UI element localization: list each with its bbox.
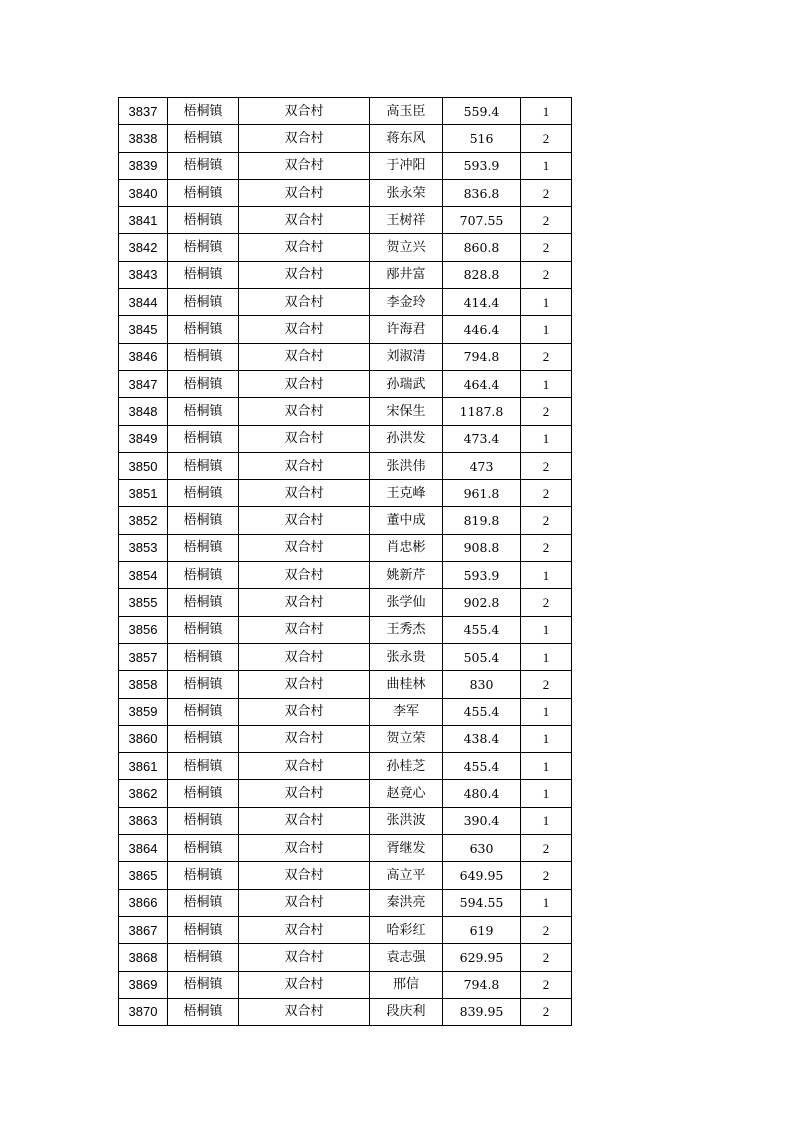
table-row	[119, 998, 572, 1025]
cell-serial-number: 3868	[119, 944, 168, 971]
cell-count: 1	[521, 643, 572, 670]
cell-serial-number: 3848	[119, 398, 168, 425]
cell-village: 双合村	[239, 125, 370, 152]
cell-name: 邴井富	[370, 261, 443, 288]
cell-serial-number: 3845	[119, 316, 168, 343]
table-body	[119, 98, 572, 1026]
table-row	[119, 944, 572, 971]
cell-town: 梧桐镇	[168, 98, 239, 125]
cell-serial-number: 3851	[119, 480, 168, 507]
cell-name: 王克峰	[370, 480, 443, 507]
table-row	[119, 179, 572, 206]
cell-town: 梧桐镇	[168, 370, 239, 397]
cell-village: 双合村	[239, 753, 370, 780]
table-row	[119, 807, 572, 834]
cell-serial-number: 3841	[119, 207, 168, 234]
cell-serial-number: 3865	[119, 862, 168, 889]
cell-name: 贺立荣	[370, 725, 443, 752]
cell-village: 双合村	[239, 398, 370, 425]
cell-area: 390.4	[443, 807, 521, 834]
cell-area: 593.9	[443, 152, 521, 179]
cell-count: 1	[521, 725, 572, 752]
table-row	[119, 507, 572, 534]
cell-name: 肖忠彬	[370, 534, 443, 561]
cell-village: 双合村	[239, 316, 370, 343]
cell-serial-number: 3847	[119, 370, 168, 397]
cell-village: 双合村	[239, 807, 370, 834]
cell-name: 孙洪发	[370, 425, 443, 452]
cell-count: 2	[521, 343, 572, 370]
cell-count: 1	[521, 425, 572, 452]
cell-area: 1187.8	[443, 398, 521, 425]
cell-serial-number: 3870	[119, 998, 168, 1025]
cell-count: 2	[521, 207, 572, 234]
cell-town: 梧桐镇	[168, 480, 239, 507]
cell-area: 830	[443, 671, 521, 698]
cell-village: 双合村	[239, 534, 370, 561]
cell-count: 1	[521, 807, 572, 834]
cell-name: 李军	[370, 698, 443, 725]
cell-town: 梧桐镇	[168, 261, 239, 288]
cell-area: 629.95	[443, 944, 521, 971]
cell-village: 双合村	[239, 671, 370, 698]
cell-name: 高玉臣	[370, 98, 443, 125]
cell-count: 2	[521, 261, 572, 288]
cell-serial-number: 3857	[119, 643, 168, 670]
cell-count: 2	[521, 916, 572, 943]
cell-village: 双合村	[239, 207, 370, 234]
cell-village: 双合村	[239, 234, 370, 261]
cell-name: 李金玲	[370, 289, 443, 316]
table-row	[119, 671, 572, 698]
cell-area: 559.4	[443, 98, 521, 125]
cell-name: 张洪波	[370, 807, 443, 834]
cell-area: 630	[443, 835, 521, 862]
cell-serial-number: 3864	[119, 835, 168, 862]
cell-name: 哈彩红	[370, 916, 443, 943]
cell-serial-number: 3862	[119, 780, 168, 807]
cell-area: 594.55	[443, 889, 521, 916]
cell-area: 794.8	[443, 343, 521, 370]
cell-count: 2	[521, 534, 572, 561]
cell-name: 孙瑞武	[370, 370, 443, 397]
cell-town: 梧桐镇	[168, 589, 239, 616]
cell-area: 438.4	[443, 725, 521, 752]
table-row	[119, 616, 572, 643]
cell-town: 梧桐镇	[168, 671, 239, 698]
cell-count: 2	[521, 234, 572, 261]
cell-area: 446.4	[443, 316, 521, 343]
cell-town: 梧桐镇	[168, 616, 239, 643]
cell-village: 双合村	[239, 507, 370, 534]
cell-village: 双合村	[239, 971, 370, 998]
cell-area: 516	[443, 125, 521, 152]
cell-village: 双合村	[239, 452, 370, 479]
cell-count: 2	[521, 835, 572, 862]
cell-name: 胥继发	[370, 835, 443, 862]
cell-count: 1	[521, 316, 572, 343]
cell-count: 2	[521, 480, 572, 507]
cell-town: 梧桐镇	[168, 944, 239, 971]
cell-area: 839.95	[443, 998, 521, 1025]
cell-name: 高立平	[370, 862, 443, 889]
cell-village: 双合村	[239, 480, 370, 507]
table-row	[119, 343, 572, 370]
table-row	[119, 562, 572, 589]
cell-name: 邢信	[370, 971, 443, 998]
cell-serial-number: 3860	[119, 725, 168, 752]
table-row	[119, 398, 572, 425]
table-row	[119, 207, 572, 234]
cell-village: 双合村	[239, 944, 370, 971]
cell-count: 1	[521, 370, 572, 397]
cell-village: 双合村	[239, 643, 370, 670]
cell-town: 梧桐镇	[168, 643, 239, 670]
cell-village: 双合村	[239, 289, 370, 316]
cell-count: 2	[521, 589, 572, 616]
cell-village: 双合村	[239, 725, 370, 752]
cell-area: 961.8	[443, 480, 521, 507]
cell-town: 梧桐镇	[168, 152, 239, 179]
cell-serial-number: 3843	[119, 261, 168, 288]
table-row	[119, 370, 572, 397]
cell-serial-number: 3866	[119, 889, 168, 916]
cell-town: 梧桐镇	[168, 179, 239, 206]
cell-name: 董中成	[370, 507, 443, 534]
cell-town: 梧桐镇	[168, 725, 239, 752]
cell-town: 梧桐镇	[168, 780, 239, 807]
cell-village: 双合村	[239, 152, 370, 179]
table-row	[119, 753, 572, 780]
cell-area: 819.8	[443, 507, 521, 534]
cell-area: 828.8	[443, 261, 521, 288]
cell-count: 2	[521, 944, 572, 971]
cell-count: 1	[521, 562, 572, 589]
cell-name: 王秀杰	[370, 616, 443, 643]
cell-town: 梧桐镇	[168, 234, 239, 261]
cell-area: 473	[443, 452, 521, 479]
table-row	[119, 589, 572, 616]
table-row	[119, 125, 572, 152]
cell-serial-number: 3838	[119, 125, 168, 152]
cell-area: 593.9	[443, 562, 521, 589]
cell-count: 1	[521, 753, 572, 780]
cell-serial-number: 3844	[119, 289, 168, 316]
cell-town: 梧桐镇	[168, 343, 239, 370]
cell-count: 1	[521, 152, 572, 179]
cell-village: 双合村	[239, 98, 370, 125]
cell-count: 2	[521, 125, 572, 152]
table-row	[119, 725, 572, 752]
cell-town: 梧桐镇	[168, 316, 239, 343]
cell-village: 双合村	[239, 179, 370, 206]
cell-area: 480.4	[443, 780, 521, 807]
cell-serial-number: 3850	[119, 452, 168, 479]
cell-area: 414.4	[443, 289, 521, 316]
cell-name: 张永贵	[370, 643, 443, 670]
cell-count: 2	[521, 398, 572, 425]
cell-area: 455.4	[443, 698, 521, 725]
cell-town: 梧桐镇	[168, 534, 239, 561]
table-row	[119, 698, 572, 725]
cell-serial-number: 3859	[119, 698, 168, 725]
cell-serial-number: 3852	[119, 507, 168, 534]
cell-count: 1	[521, 780, 572, 807]
cell-village: 双合村	[239, 616, 370, 643]
cell-count: 2	[521, 671, 572, 698]
table-row	[119, 234, 572, 261]
cell-name: 许海君	[370, 316, 443, 343]
table-row	[119, 316, 572, 343]
cell-count: 1	[521, 616, 572, 643]
cell-name: 王树祥	[370, 207, 443, 234]
table-row	[119, 971, 572, 998]
cell-name: 曲桂林	[370, 671, 443, 698]
table-row	[119, 261, 572, 288]
cell-area: 505.4	[443, 643, 521, 670]
cell-area: 902.8	[443, 589, 521, 616]
cell-name: 袁志强	[370, 944, 443, 971]
cell-town: 梧桐镇	[168, 562, 239, 589]
cell-name: 刘淑清	[370, 343, 443, 370]
cell-village: 双合村	[239, 916, 370, 943]
table-row	[119, 98, 572, 125]
cell-serial-number: 3853	[119, 534, 168, 561]
cell-serial-number: 3849	[119, 425, 168, 452]
cell-town: 梧桐镇	[168, 507, 239, 534]
cell-area: 908.8	[443, 534, 521, 561]
cell-town: 梧桐镇	[168, 753, 239, 780]
cell-count: 2	[521, 971, 572, 998]
cell-village: 双合村	[239, 780, 370, 807]
cell-village: 双合村	[239, 343, 370, 370]
cell-town: 梧桐镇	[168, 835, 239, 862]
cell-area: 794.8	[443, 971, 521, 998]
cell-village: 双合村	[239, 562, 370, 589]
cell-serial-number: 3854	[119, 562, 168, 589]
table-row	[119, 152, 572, 179]
cell-serial-number: 3842	[119, 234, 168, 261]
cell-serial-number: 3869	[119, 971, 168, 998]
cell-count: 2	[521, 998, 572, 1025]
cell-area: 707.55	[443, 207, 521, 234]
cell-serial-number: 3856	[119, 616, 168, 643]
cell-town: 梧桐镇	[168, 425, 239, 452]
cell-count: 1	[521, 698, 572, 725]
cell-village: 双合村	[239, 862, 370, 889]
table-row	[119, 835, 572, 862]
cell-serial-number: 3863	[119, 807, 168, 834]
cell-count: 2	[521, 507, 572, 534]
table-row	[119, 480, 572, 507]
table-row	[119, 452, 572, 479]
cell-name: 张永荣	[370, 179, 443, 206]
cell-town: 梧桐镇	[168, 971, 239, 998]
cell-town: 梧桐镇	[168, 916, 239, 943]
cell-village: 双合村	[239, 261, 370, 288]
cell-town: 梧桐镇	[168, 698, 239, 725]
cell-village: 双合村	[239, 425, 370, 452]
cell-area: 464.4	[443, 370, 521, 397]
table-row	[119, 916, 572, 943]
cell-village: 双合村	[239, 998, 370, 1025]
cell-town: 梧桐镇	[168, 998, 239, 1025]
cell-name: 贺立兴	[370, 234, 443, 261]
cell-town: 梧桐镇	[168, 289, 239, 316]
cell-serial-number: 3858	[119, 671, 168, 698]
cell-area: 455.4	[443, 753, 521, 780]
cell-town: 梧桐镇	[168, 207, 239, 234]
cell-area: 860.8	[443, 234, 521, 261]
cell-name: 赵竟心	[370, 780, 443, 807]
cell-village: 双合村	[239, 370, 370, 397]
cell-count: 1	[521, 889, 572, 916]
cell-serial-number: 3839	[119, 152, 168, 179]
cell-name: 张学仙	[370, 589, 443, 616]
cell-count: 2	[521, 862, 572, 889]
cell-name: 姚新芹	[370, 562, 443, 589]
cell-area: 455.4	[443, 616, 521, 643]
cell-count: 2	[521, 452, 572, 479]
cell-serial-number: 3867	[119, 916, 168, 943]
cell-name: 蒋东风	[370, 125, 443, 152]
cell-name: 秦洪亮	[370, 889, 443, 916]
cell-name: 孙桂芝	[370, 753, 443, 780]
cell-village: 双合村	[239, 589, 370, 616]
cell-town: 梧桐镇	[168, 398, 239, 425]
table-row	[119, 425, 572, 452]
cell-name: 于冲阳	[370, 152, 443, 179]
data-table	[118, 97, 572, 1026]
table-row	[119, 889, 572, 916]
table-row	[119, 534, 572, 561]
cell-serial-number: 3855	[119, 589, 168, 616]
cell-serial-number: 3837	[119, 98, 168, 125]
cell-village: 双合村	[239, 835, 370, 862]
cell-town: 梧桐镇	[168, 807, 239, 834]
cell-serial-number: 3840	[119, 179, 168, 206]
cell-count: 1	[521, 98, 572, 125]
cell-serial-number: 3861	[119, 753, 168, 780]
cell-town: 梧桐镇	[168, 452, 239, 479]
cell-area: 649.95	[443, 862, 521, 889]
cell-town: 梧桐镇	[168, 862, 239, 889]
cell-area: 836.8	[443, 179, 521, 206]
table-row	[119, 780, 572, 807]
cell-count: 2	[521, 179, 572, 206]
cell-serial-number: 3846	[119, 343, 168, 370]
table-row	[119, 862, 572, 889]
cell-village: 双合村	[239, 698, 370, 725]
cell-town: 梧桐镇	[168, 125, 239, 152]
table-row	[119, 643, 572, 670]
table-row	[119, 289, 572, 316]
cell-name: 宋保生	[370, 398, 443, 425]
cell-area: 473.4	[443, 425, 521, 452]
cell-name: 张洪伟	[370, 452, 443, 479]
cell-area: 619	[443, 916, 521, 943]
cell-count: 1	[521, 289, 572, 316]
cell-town: 梧桐镇	[168, 889, 239, 916]
cell-name: 段庆利	[370, 998, 443, 1025]
cell-village: 双合村	[239, 889, 370, 916]
